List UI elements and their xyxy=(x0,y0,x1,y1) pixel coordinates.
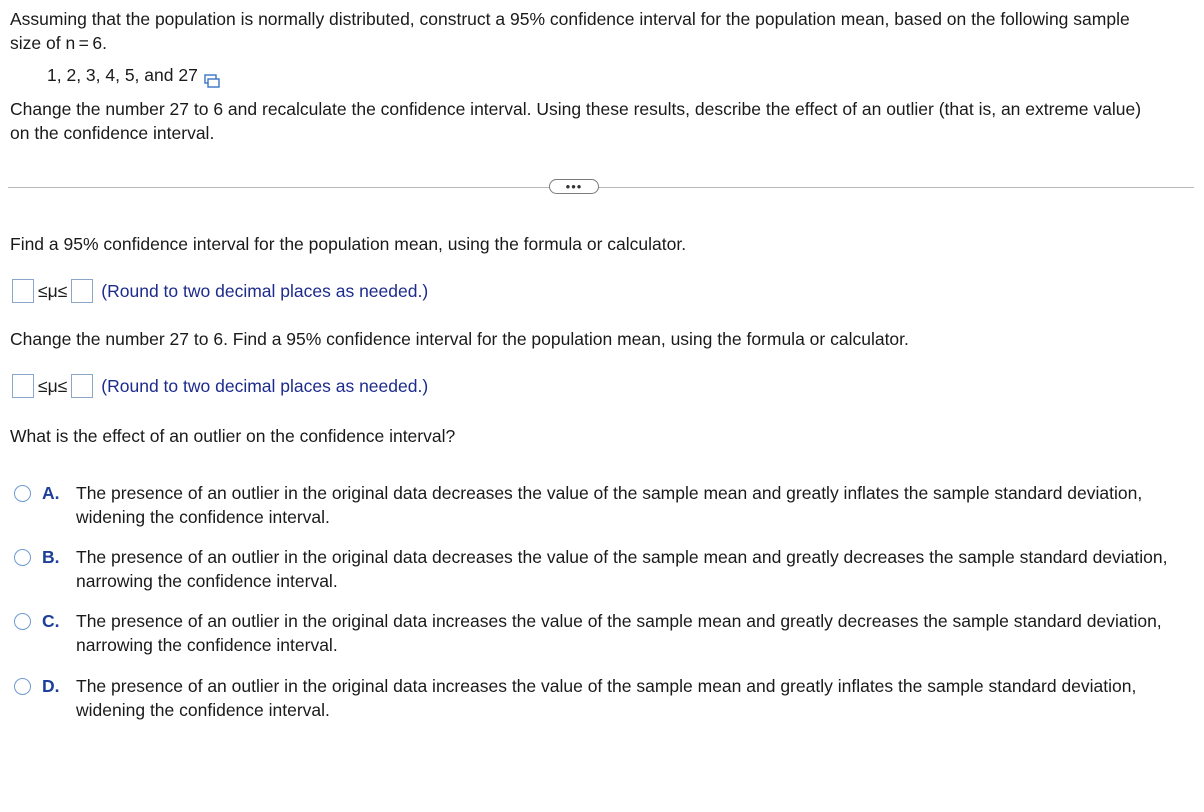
option-a-letter: A. xyxy=(42,483,60,503)
option-b-letter: B. xyxy=(42,547,60,567)
ci-answer-row-1 xyxy=(12,278,428,304)
change-instruction: Change the number 27 to 6 and recalculate the confidence interval. Using these results, describe the effect of an outlier (that is, an extreme value) on the confidence interval. xyxy=(10,99,1142,143)
option-d[interactable] xyxy=(14,674,1184,722)
option-c-radio[interactable] xyxy=(14,613,31,630)
ci-upper-input-1[interactable] xyxy=(71,279,93,303)
option-c-letter: C. xyxy=(42,611,60,631)
round-note-1: (Round to two decimal places as needed.) xyxy=(101,280,429,301)
option-c-text: The presence of an outlier in the original data increases the value of the sample mean and greatly decreases the sample standard deviation, narrowing the confidence interval. xyxy=(76,611,1162,655)
option-b[interactable] xyxy=(14,545,1184,593)
question-intro: Assuming that the population is normally distributed, construct a 95% confidence interval for the population mean, based on the following sample size of n = 6. xyxy=(10,9,1130,53)
part2-prompt: Change the number 27 to 6. Find a 95% confidence interval for the population mean, using the formula or calculator. xyxy=(10,329,909,349)
option-d-radio[interactable] xyxy=(14,678,31,695)
more-button[interactable]: ••• xyxy=(549,179,599,194)
option-a[interactable] xyxy=(14,481,1184,529)
mu-inequality-2: ≤μ≤ xyxy=(38,375,68,396)
ci-lower-input-2[interactable] xyxy=(12,374,34,398)
option-c[interactable] xyxy=(14,609,1184,657)
ci-lower-input-1[interactable] xyxy=(12,279,34,303)
option-a-radio[interactable] xyxy=(14,485,31,502)
data-values-line xyxy=(47,63,220,87)
ci-upper-input-2[interactable] xyxy=(71,374,93,398)
option-d-letter: D. xyxy=(42,676,60,696)
option-d-text: The presence of an outlier in the original data increases the value of the sample mean and greatly inflates the sample standard deviation, widening the confidence interval. xyxy=(76,676,1137,720)
option-a-text: The presence of an outlier in the original data decreases the value of the sample mean and greatly inflates the sample standard deviation, widening the confidence interval. xyxy=(76,483,1143,527)
option-b-radio[interactable] xyxy=(14,549,31,566)
section-divider xyxy=(8,187,1194,188)
option-b-text: The presence of an outlier in the original data decreases the value of the sample mean and greatly decreases the sample standard deviation, narrowing the confidence interval. xyxy=(76,547,1168,591)
part3-prompt: What is the effect of an outlier on the confidence interval? xyxy=(10,426,456,446)
copy-data-icon[interactable] xyxy=(204,70,220,84)
ci-answer-row-2 xyxy=(12,373,428,399)
data-values: 1, 2, 3, 4, 5, and 27 xyxy=(47,65,198,85)
round-note-2: (Round to two decimal places as needed.) xyxy=(101,375,429,396)
mu-inequality-1: ≤μ≤ xyxy=(38,280,68,301)
part1-prompt: Find a 95% confidence interval for the population mean, using the formula or calculator. xyxy=(10,234,687,254)
